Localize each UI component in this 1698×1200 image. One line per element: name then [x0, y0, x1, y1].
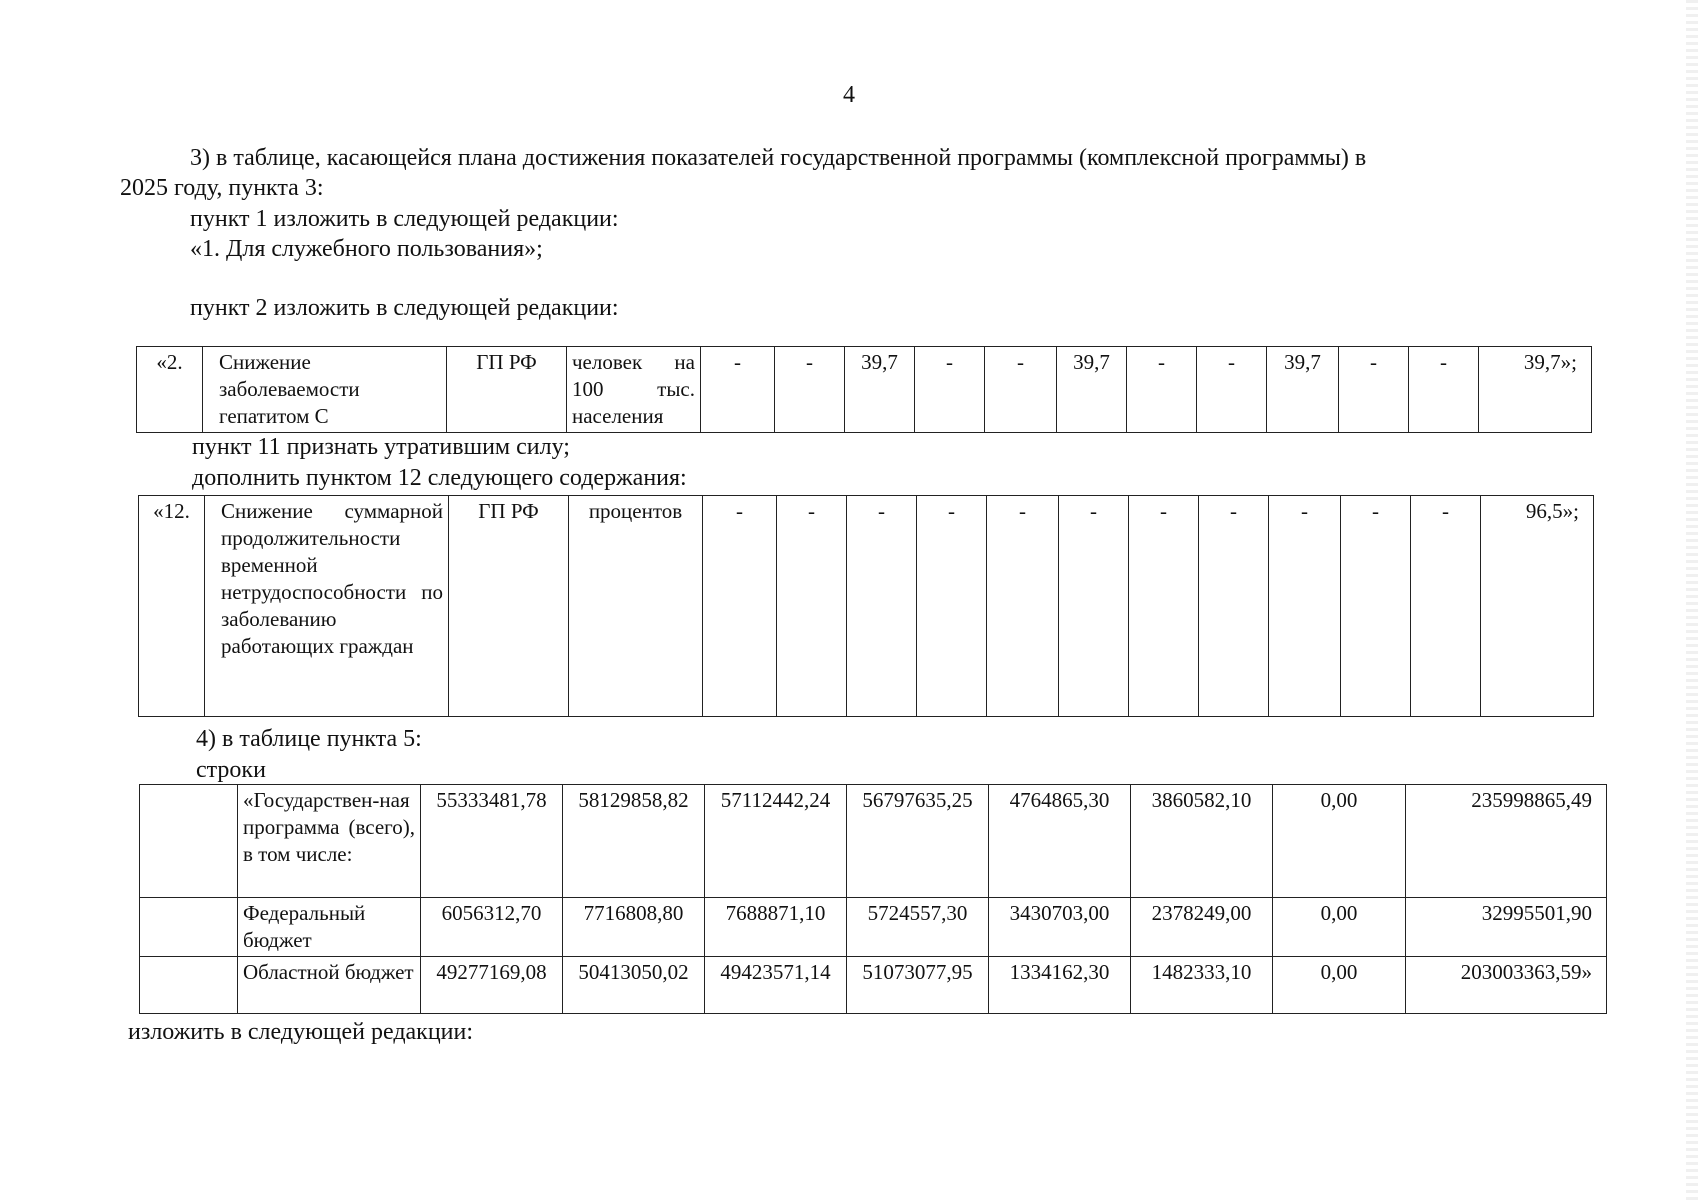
paragraph-3-line1: 3) в таблице, касающейся плана достижения показателей государственной программы (комплексной программы) в: [190, 145, 1367, 171]
value-cell: 0,00: [1273, 898, 1406, 957]
paragraph-item1-text: «1. Для служебного пользования»;: [190, 236, 543, 262]
value-cell: 56797635,25: [847, 785, 989, 898]
value-cell: -: [1127, 347, 1197, 433]
item-number: «2.: [137, 347, 203, 433]
value-cell: -: [917, 496, 987, 717]
paragraph-item1-intro: пункт 1 изложить в следующей редакции:: [190, 206, 619, 232]
paragraph-item12-intro: дополнить пунктом 12 следующего содержания:: [192, 465, 687, 491]
indicator-table-item2: [136, 346, 1592, 433]
value-cell: 39,7»;: [1479, 347, 1592, 433]
value-cell: -: [1199, 496, 1269, 717]
table-row: [140, 785, 1607, 898]
table-row: [140, 957, 1607, 1014]
value-cell: -: [1059, 496, 1129, 717]
value-cell: -: [775, 347, 845, 433]
row-name: Федеральный бюджет: [238, 898, 421, 957]
value-cell: 4764865,30: [989, 785, 1131, 898]
table-row: [140, 898, 1607, 957]
value-cell: 50413050,02: [563, 957, 705, 1014]
row-name: Областной бюджет: [238, 957, 421, 1014]
value-cell: 2378249,00: [1131, 898, 1273, 957]
indicator-name: Снижение суммарной продолжительности временной нетрудоспособности по заболеванию работающих граждан: [205, 496, 449, 717]
value-cell: 7688871,10: [705, 898, 847, 957]
paragraph-3-line2: 2025 году, пункта 3:: [120, 175, 324, 201]
finance-table: [139, 784, 1607, 1014]
value-cell: 39,7: [845, 347, 915, 433]
value-cell: 1334162,30: [989, 957, 1131, 1014]
value-cell: 96,5»;: [1481, 496, 1594, 717]
value-cell: -: [985, 347, 1057, 433]
value-cell: 58129858,82: [563, 785, 705, 898]
value-cell: 5724557,30: [847, 898, 989, 957]
value-cell: -: [1129, 496, 1199, 717]
scan-edge-stamp: [1686, 0, 1698, 1200]
table-row: [137, 347, 1592, 433]
value-cell: -: [915, 347, 985, 433]
value-cell: 49277169,08: [421, 957, 563, 1014]
empty-cell: [140, 898, 238, 957]
indicator-level: ГП РФ: [447, 347, 567, 433]
paragraph-rows-label: строки: [196, 757, 266, 783]
value-cell: 0,00: [1273, 785, 1406, 898]
value-cell: 3430703,00: [989, 898, 1131, 957]
value-cell: -: [847, 496, 917, 717]
value-cell: 49423571,14: [705, 957, 847, 1014]
item-number: «12.: [139, 496, 205, 717]
value-cell: -: [987, 496, 1059, 717]
value-cell: -: [701, 347, 775, 433]
empty-cell: [140, 785, 238, 898]
value-cell: -: [703, 496, 777, 717]
value-cell: 1482333,10: [1131, 957, 1273, 1014]
indicator-table-item12: [138, 495, 1594, 717]
value-cell: -: [1269, 496, 1341, 717]
value-cell: 39,7: [1057, 347, 1127, 433]
value-cell: 235998865,49: [1406, 785, 1607, 898]
value-cell: -: [1409, 347, 1479, 433]
value-cell: -: [1339, 347, 1409, 433]
empty-cell: [140, 957, 238, 1014]
value-cell: -: [777, 496, 847, 717]
indicator-name: Снижение заболеваемости гепатитом С: [203, 347, 447, 433]
indicator-level: ГП РФ: [449, 496, 569, 717]
value-cell: -: [1411, 496, 1481, 717]
value-cell: 0,00: [1273, 957, 1406, 1014]
indicator-unit: процентов: [569, 496, 703, 717]
value-cell: 7716808,80: [563, 898, 705, 957]
table-row: [139, 496, 1594, 717]
paragraph-item2-intro: пункт 2 изложить в следующей редакции:: [190, 295, 619, 321]
paragraph-item11: пункт 11 признать утратившим силу;: [192, 434, 570, 460]
value-cell: 6056312,70: [421, 898, 563, 957]
value-cell: 55333481,78: [421, 785, 563, 898]
value-cell: 57112442,24: [705, 785, 847, 898]
value-cell: -: [1341, 496, 1411, 717]
value-cell: 39,7: [1267, 347, 1339, 433]
value-cell: -: [1197, 347, 1267, 433]
row-name: «Государствен-ная программа (всего), в том числе:: [238, 785, 421, 898]
value-cell: 3860582,10: [1131, 785, 1273, 898]
value-cell: 203003363,59»: [1406, 957, 1607, 1014]
paragraph-4: 4) в таблице пункта 5:: [196, 726, 422, 752]
paragraph-final: изложить в следующей редакции:: [128, 1019, 474, 1045]
value-cell: 51073077,95: [847, 957, 989, 1014]
indicator-unit: человек на 100 тыс. населения: [567, 347, 701, 433]
page-number: 4: [843, 82, 855, 108]
value-cell: 32995501,90: [1406, 898, 1607, 957]
